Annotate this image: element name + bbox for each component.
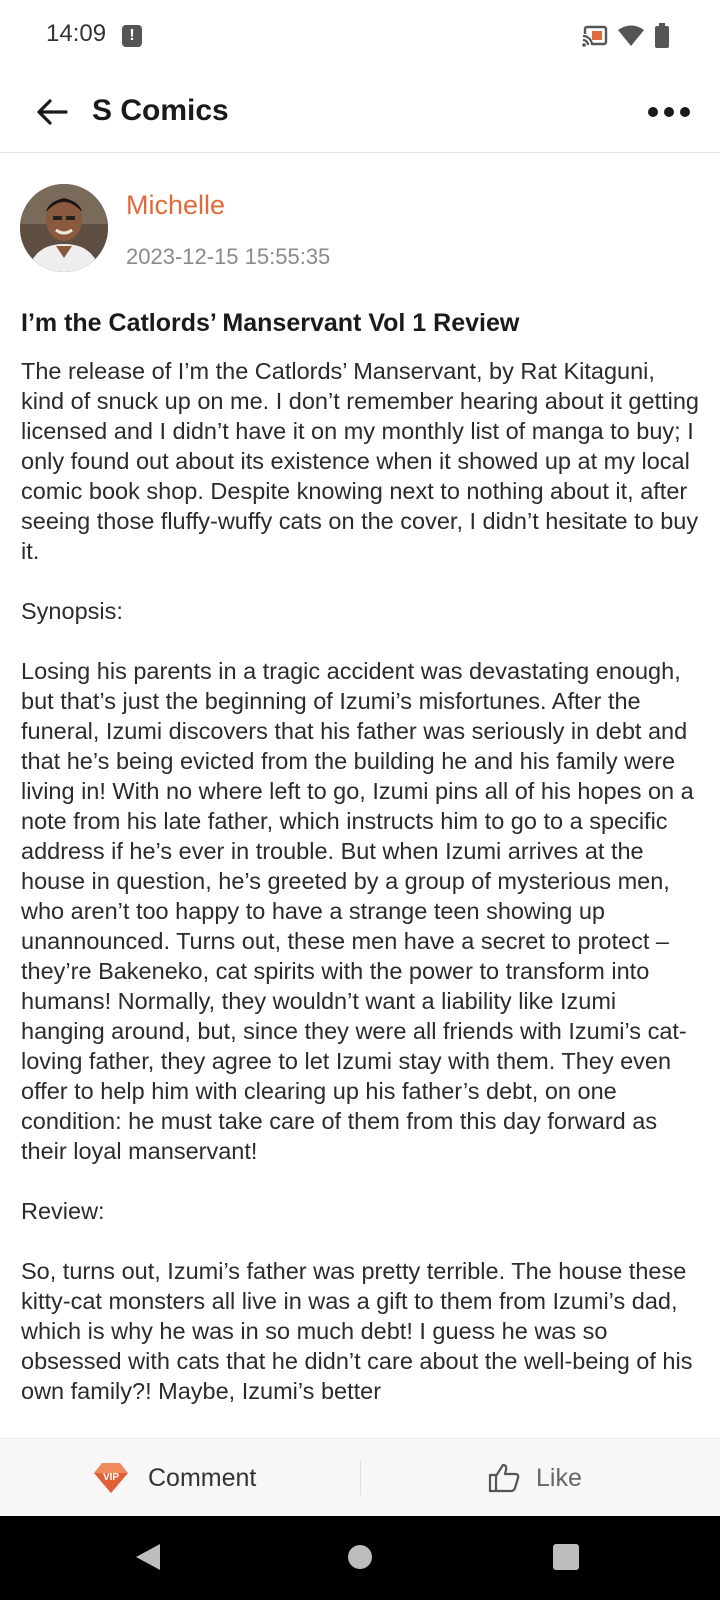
battery-icon [654, 23, 670, 49]
like-button[interactable] [488, 1455, 582, 1501]
cast-icon [582, 25, 608, 47]
more-options-button[interactable] [644, 94, 694, 130]
author-header [20, 184, 700, 274]
comment-button[interactable] [92, 1455, 256, 1501]
nav-back-icon[interactable] [134, 1542, 162, 1572]
author-name[interactable]: Michelle [126, 190, 226, 220]
nav-recent-apps-icon[interactable] [553, 1544, 579, 1570]
vip-diamond-icon [92, 1461, 130, 1495]
wifi-icon [618, 25, 644, 47]
avatar[interactable] [20, 184, 108, 272]
article-title: I’m the Catlords’ Manservant Vol 1 Review [21, 309, 520, 337]
page-title: S Comics [92, 94, 229, 127]
vip-badge-text: VIP [102, 1472, 120, 1483]
action-bar [0, 1438, 720, 1517]
status-time: 14:09 [46, 20, 107, 47]
post-date: 2023-12-15 15:55:35 [126, 244, 331, 269]
status-bar [0, 0, 720, 72]
like-label: Like [536, 1463, 582, 1492]
more-options-icon [647, 106, 691, 118]
back-arrow-icon [36, 98, 68, 126]
action-divider [360, 1461, 361, 1495]
nav-home-icon[interactable] [347, 1544, 373, 1570]
article-body: The release of I’m the Catlords’ Manservant, by Rat Kitaguni, kind of snuck up on me. I don’t remember hearing about it getting licensed and I didn’t have it on my monthly list of manga to buy; I only found out about its existence when it showed up at my local comic book shop. Despite knowing next to nothing about it, after seeing those fluffy-wuffy cats on the cover, I didn’t hesitate to buy it. Synopsis: Losing his parents in a tragic accident was devastating enough, but that’s just the beginning of Izumi’s misfortunes. After the funeral, Izumi discovers that his father was seriously in debt and that he’s being evicted from the building he and his family were living in! With no where left to go, Izumi pins all of his hopes on a note from his late father, which instructs him to go to a specific address if he’s ever in trouble. But when Izumi arrives at the house in question, he’s greeted by a group of mysterious men, who aren’t too happy to have a strange teen showing up unannounced. Turns out, these men have a secret to protect – they’re Bakeneko, cat spirits with the power to transform into humans! Normally, they wouldn’t want a liability like Izumi hanging around, but, since they were all friends with Izumi’s cat-loving father, they agree to let Izumi stay with them. They even offer to help him with clearing up his father’s debt, on one condition: he must take care of them from this day forward as their loyal manservant! Review: So, turns out, Izumi’s father was pretty terrible. The house these kitty-cat monsters all live in was a gift to them from Izumi’s dad, which is why he was in so much debt! I guess he was so obsessed with cats that he didn’t care about the well-being of his own family?! Maybe, Izumi’s better [21, 358, 699, 1404]
system-nav-bar [0, 1516, 720, 1600]
back-button[interactable] [30, 90, 74, 134]
thumbs-up-icon [488, 1463, 520, 1493]
status-icons [582, 22, 670, 50]
alert-icon: ! [122, 25, 142, 47]
comment-label: Comment [148, 1463, 257, 1492]
avatar-image [20, 184, 108, 272]
article [21, 306, 701, 1438]
app-bar [0, 72, 720, 153]
